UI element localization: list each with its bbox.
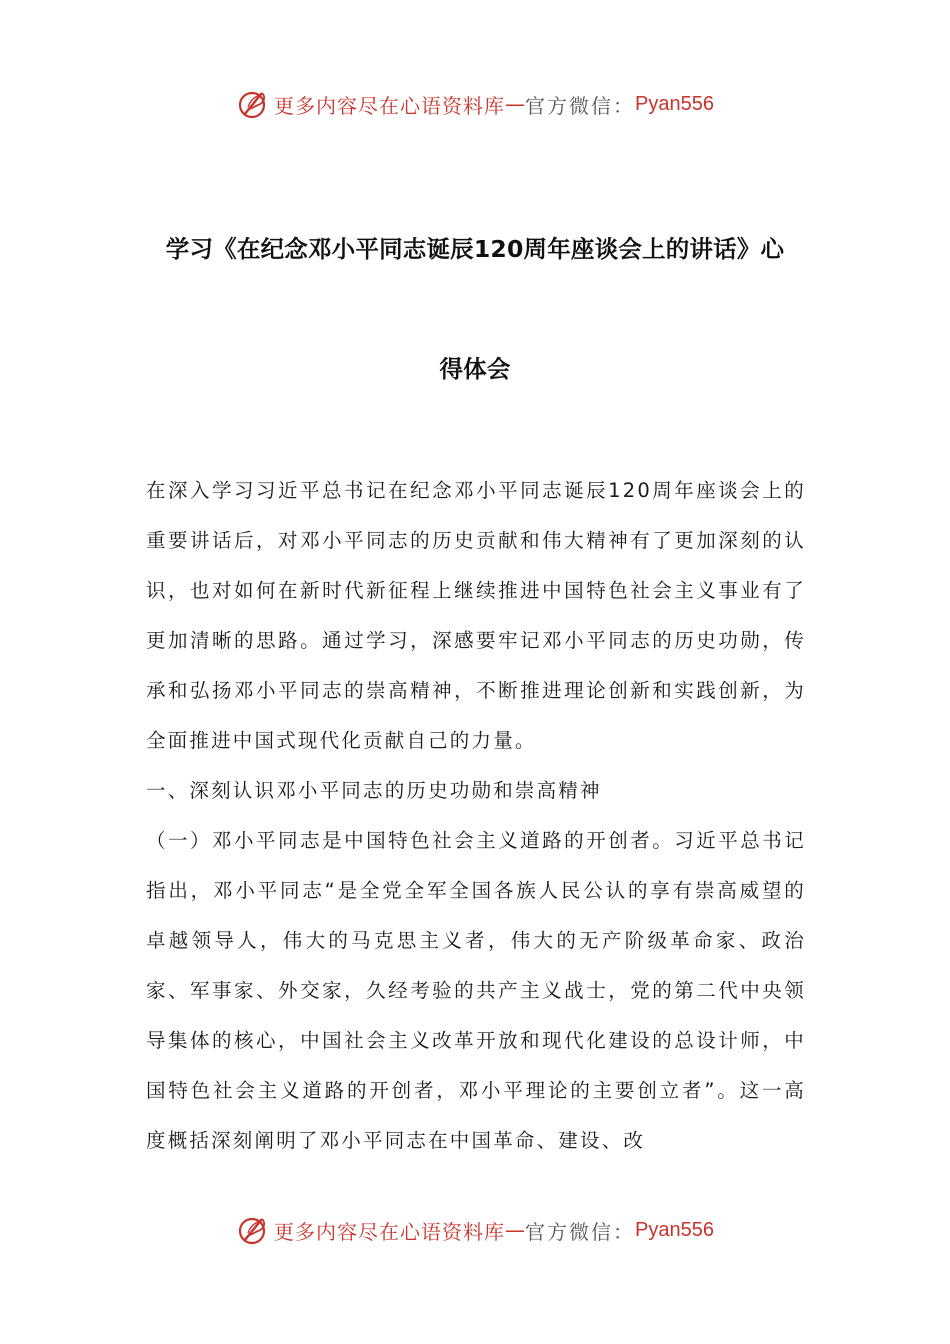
document-title-line-1: 学习《在纪念邓小平同志诞辰120周年座谈会上的讲话》心 bbox=[165, 235, 785, 263]
banner-brand-text: 更多内容尽在心语资料库 bbox=[274, 93, 506, 118]
banner-dash: — bbox=[505, 92, 526, 116]
quill-logo-icon bbox=[236, 1213, 270, 1247]
footer-banner bbox=[0, 1210, 950, 1250]
document-title-line-2: 得体会 bbox=[439, 355, 511, 383]
banner-wechat-id: Pyan556 bbox=[635, 92, 714, 115]
quill-logo-icon bbox=[236, 87, 270, 121]
header-banner bbox=[0, 84, 950, 124]
banner-official-label: 官方微信： bbox=[525, 1219, 636, 1244]
document-body bbox=[146, 466, 806, 1166]
paragraph-1-1: （一）邓小平同志是中国特色社会主义道路的开创者。习近平总书记指出，邓小平同志“是全党全军全国各族人民公认的享有崇高威望的卓越领导人，伟大的马克思主义者，伟大的无产阶级革命家、政治家、军事家、外交家，久经考验的共产主义战士，党的第二代中央领导集体的核心，中国社会主义改革开放和现代化建设的总设计师，中国特色社会主义道路的开创者，邓小平理论的主要创立者”。这一高度概括深刻阐明了邓小平同志在中国革命、建设、改 bbox=[146, 829, 806, 1152]
section-heading-1: 一、深刻认识邓小平同志的历史功勋和崇高精神 bbox=[146, 779, 602, 802]
banner-brand-text: 更多内容尽在心语资料库 bbox=[274, 1219, 506, 1244]
paragraph-intro: 在深入学习习近平总书记在纪念邓小平同志诞辰120周年座谈会上的重要讲话后，对邓小平同志的历史贡献和伟大精神有了更加深刻的认识，也对如何在新时代新征程上继续推进中国特色社会主义事业有了更加清晰的思路。通过学习，深感要牢记邓小平同志的历史功勋，传承和弘扬邓小平同志的崇高精神，不断推进理论创新和实践创新，为全面推进中国式现代化贡献自己的力量。 bbox=[146, 479, 806, 752]
banner-dash: — bbox=[505, 1218, 526, 1242]
banner-official-label: 官方微信： bbox=[525, 93, 636, 118]
banner-wechat-id: Pyan556 bbox=[635, 1218, 714, 1241]
